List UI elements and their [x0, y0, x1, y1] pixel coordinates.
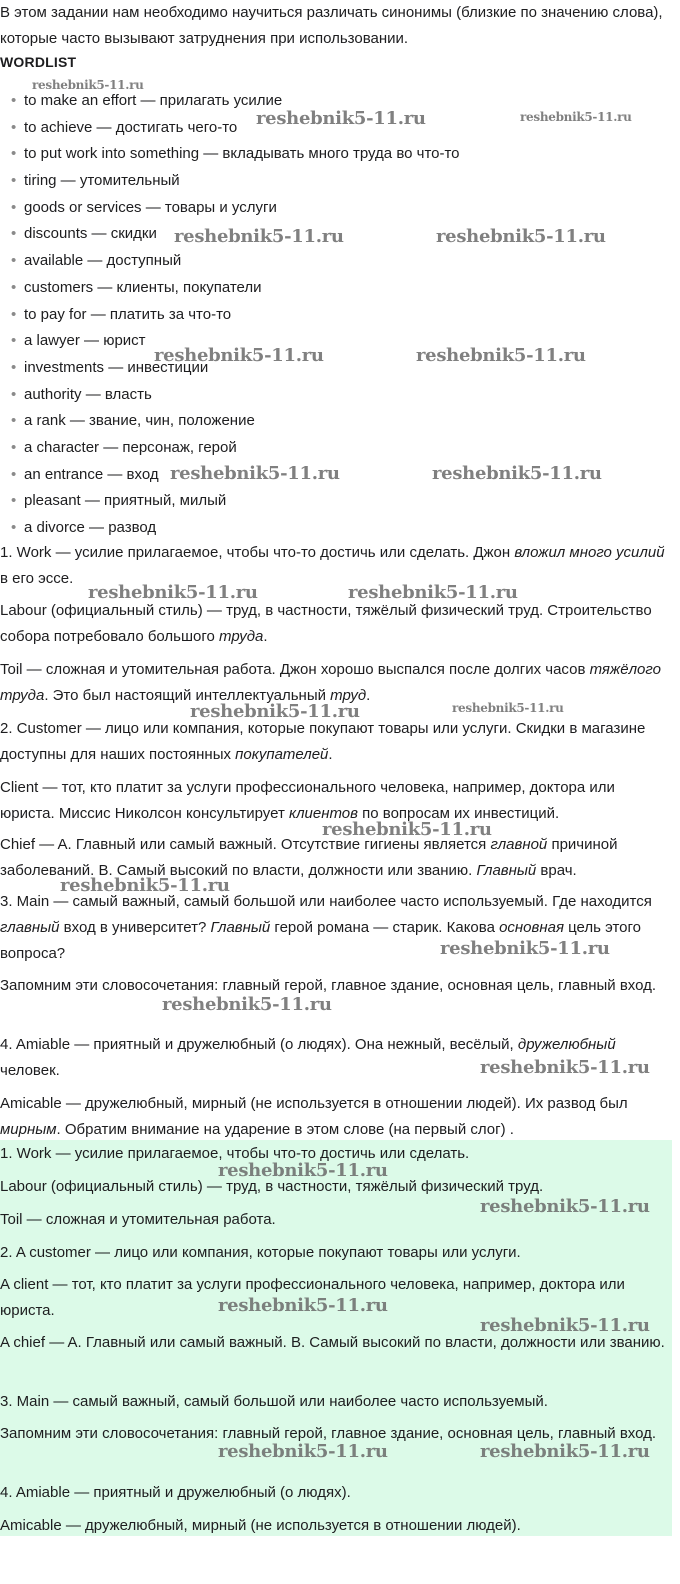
bullet-icon: •	[11, 225, 17, 243]
bullet-icon: •	[11, 438, 17, 456]
paragraph-amicable: Amicable — дружелюбный, мирный (не используется в отношении людей). Их развод был мирным. Обратим внимание на ударение в этом слове (на первый слог) .	[0, 1095, 628, 1138]
watermark: reshebnik5-11.ru	[436, 226, 606, 247]
watermark: reshebnik5-11.ru	[480, 1196, 650, 1217]
paragraph-labour: Labour (официальный стиль) — труд, в частности, тяжёлый физический труд. Строительство собора потребовало большого труда.	[0, 602, 652, 645]
bullet-icon: •	[11, 278, 17, 296]
watermark: reshebnik5-11.ru	[162, 994, 332, 1015]
summary-work: 1. Work — усилие прилагаемое, чтобы что-то достичь или сделать.	[0, 1145, 470, 1162]
wordlist-item: • tiring — утомительный	[0, 168, 660, 195]
paragraph-client: Client — тот, кто платит за услуги профессионального человека, например, доктора или юриста. Миссис Николсон консультирует клиентов по вопросам их инвестиций.	[0, 779, 615, 822]
bullet-icon: •	[11, 358, 17, 376]
watermark: reshebnik5-11.ru	[440, 938, 610, 959]
paragraph-work: 1. Work — усилие прилагаемое, чтобы что-то достичь или сделать. Джон вложил много усилий в его эссе.	[0, 544, 665, 587]
summary-chief: A chief — A. Главный или самый важный. B. Самый высокий по власти, должности или званию.	[0, 1334, 665, 1351]
summary-toil: Toil — сложная и утомительная работа.	[0, 1211, 276, 1228]
wordlist	[0, 88, 660, 542]
summary-amiable: 4. Amiable — приятный и дружелюбный (о людях).	[0, 1484, 351, 1501]
bullet-icon: •	[11, 412, 17, 430]
bullet-icon: •	[11, 305, 17, 323]
watermark: reshebnik5-11.ru	[520, 110, 632, 124]
watermark: reshebnik5-11.ru	[60, 875, 230, 896]
watermark: reshebnik5-11.ru	[432, 463, 602, 484]
wordlist-item: • discounts — скидки	[0, 221, 660, 248]
wordlist-item: • pleasant — приятный, милый	[0, 488, 660, 515]
summary-customer: 2. A customer — лицо или компания, которые покупают товары или услуги.	[0, 1244, 521, 1261]
paragraph-chief: Chief — A. Главный или самый важный. Отсутствие гигиены является главной причиной заболеваний. B. Самый высокий по власти, должности или званию. Главный врач.	[0, 836, 618, 879]
summary-labour: Labour (официальный стиль) — труд, в частности, тяжёлый физический труд.	[0, 1178, 544, 1195]
wordlist-title: WORDLIST	[0, 54, 77, 70]
watermark: reshebnik5-11.ru	[218, 1295, 388, 1316]
bullet-icon: •	[11, 92, 17, 109]
bullet-icon: •	[11, 252, 17, 270]
watermark: reshebnik5-11.ru	[174, 226, 344, 247]
wordlist-item: • a divorce — развод	[0, 515, 660, 542]
watermark: reshebnik5-11.ru	[190, 701, 360, 722]
watermark: reshebnik5-11.ru	[218, 1160, 388, 1181]
bullet-icon: •	[11, 385, 17, 403]
wordlist-item: • investments — инвестиции	[0, 355, 660, 382]
watermark: reshebnik5-11.ru	[88, 582, 258, 603]
watermark: reshebnik5-11.ru	[480, 1057, 650, 1078]
bullet-icon: •	[11, 118, 17, 136]
watermark: reshebnik5-11.ru	[32, 78, 144, 92]
paragraph-collocations: Запомним эти словосочетания: главный герой, главное здание, основная цель, главный вход.	[0, 977, 657, 994]
wordlist-item: • an entrance — вход	[0, 462, 660, 489]
wordlist-item: • a character — персонаж, герой	[0, 435, 660, 462]
bullet-icon: •	[11, 519, 17, 536]
bullet-icon: •	[11, 198, 17, 216]
wordlist-item: • a lawyer — юрист	[0, 328, 660, 355]
watermark: reshebnik5-11.ru	[416, 345, 586, 366]
bullet-icon: •	[11, 492, 17, 510]
wordlist-item: • authority — власть	[0, 382, 660, 409]
intro-text: В этом задании нам необходимо научиться различать синонимы (близкие по значению слова), которые часто вызывают затруднения при использовании.	[0, 4, 663, 47]
watermark: reshebnik5-11.ru	[480, 1315, 650, 1336]
wordlist-item: • to put work into something — вкладывать много труда во что-то	[0, 141, 660, 168]
wordlist-item: • available — доступный	[0, 248, 660, 275]
bullet-icon: •	[11, 465, 17, 483]
summary-collocations: Запомним эти словосочетания: главный герой, главное здание, основная цель, главный вход.	[0, 1425, 657, 1442]
wordlist-item: • to make an effort — прилагать усилие	[0, 88, 660, 115]
bullet-icon: •	[11, 332, 17, 350]
summary-main: 3. Main — самый важный, самый большой или наиболее часто используемый.	[0, 1393, 548, 1410]
watermark: reshebnik5-11.ru	[218, 1441, 388, 1462]
wordlist-item: • a rank — звание, чин, положение	[0, 408, 660, 435]
paragraph-toil: Toil — сложная и утомительная работа. Джон хорошо выспался после долгих часов тяжёлого труда. Это был настоящий интеллектуальный труд.	[0, 661, 661, 704]
watermark: reshebnik5-11.ru	[322, 819, 492, 840]
watermark: reshebnik5-11.ru	[348, 582, 518, 603]
wordlist-item: • customers — клиенты, покупатели	[0, 275, 660, 302]
paragraph-customer: 2. Customer — лицо или компания, которые покупают товары или услуги. Скидки в магазине доступны для наших постоянных покупателей.	[0, 720, 646, 763]
watermark: reshebnik5-11.ru	[480, 1441, 650, 1462]
wordlist-item: • to achieve — достигать чего-то	[0, 115, 660, 142]
watermark: reshebnik5-11.ru	[170, 463, 340, 484]
paragraph-main: 3. Main — самый важный, самый большой или наиболее часто используемый. Где находится главный вход в университет? Главный герой романа — старик. Какова основная цель этого вопроса?	[0, 893, 652, 962]
paragraph-amiable: 4. Amiable — приятный и дружелюбный (о людях). Она нежный, весёлый, дружелюбный человек.	[0, 1036, 616, 1079]
summary-amicable: Amicable — дружелюбный, мирный (не используется в отношении людей).	[0, 1517, 521, 1534]
watermark: reshebnik5-11.ru	[154, 345, 324, 366]
watermark: reshebnik5-11.ru	[452, 701, 564, 715]
wordlist-item: • goods or services — товары и услуги	[0, 195, 660, 222]
summary-client: A client — тот, кто платит за услуги профессионального человека, например, доктора или юриста.	[0, 1276, 625, 1319]
bullet-icon: •	[11, 145, 17, 163]
watermark: reshebnik5-11.ru	[256, 108, 426, 129]
wordlist-item: • to pay for — платить за что-то	[0, 302, 660, 329]
bullet-icon: •	[11, 172, 17, 190]
